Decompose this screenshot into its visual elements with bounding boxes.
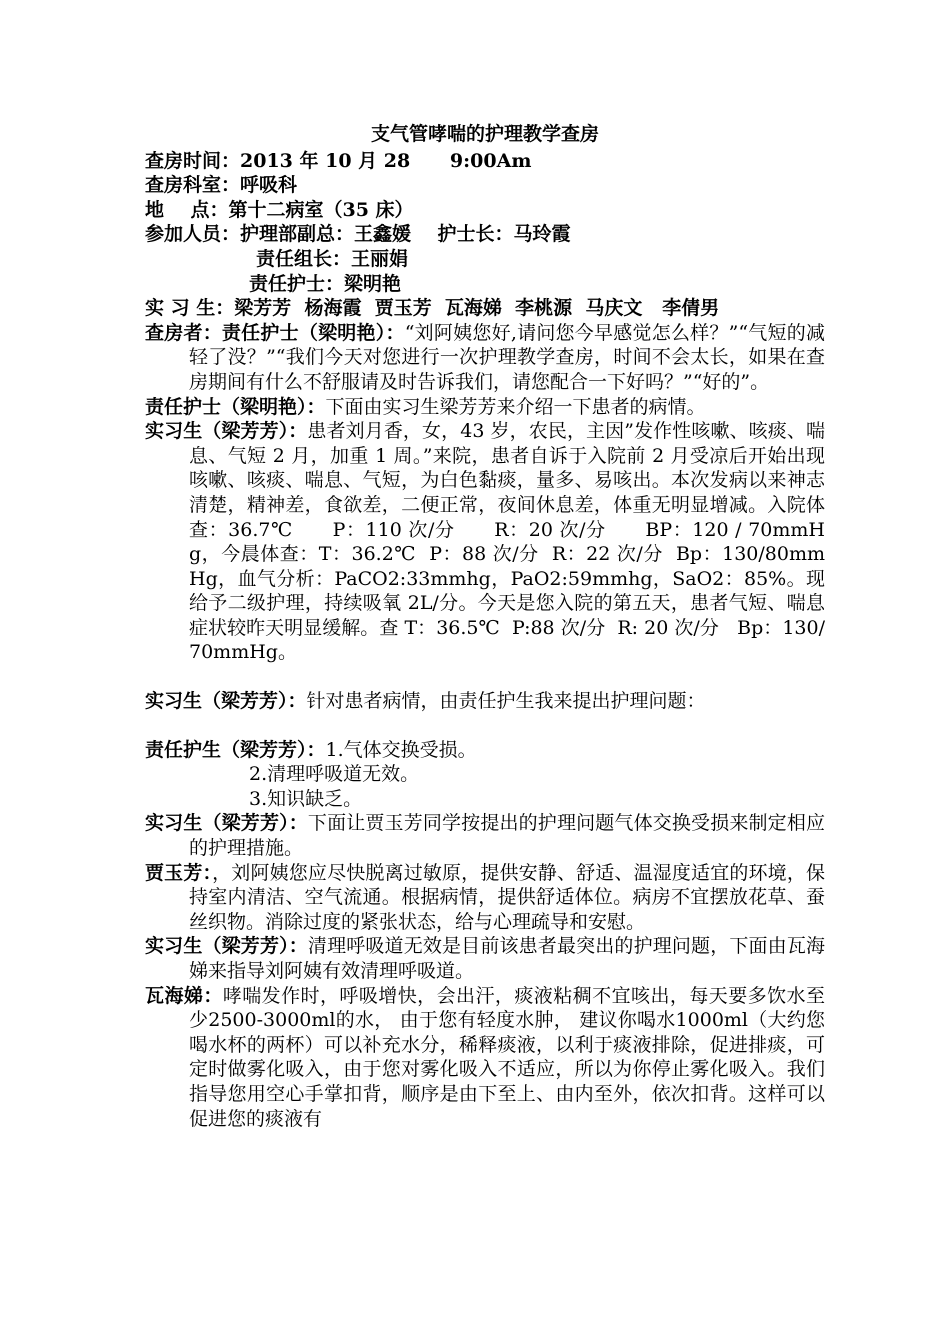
dept-value: 呼吸科 <box>240 174 298 197</box>
dialogue-entry <box>145 395 825 420</box>
dialogue-entry <box>145 738 825 763</box>
speech-text: “刘阿姨您好,请问您今早感觉怎么样？”“气短的减轻了没？”“我们今天对您进行一次护理教学查房，时间不会太长，如果在查房期间有什么不舒服请及时告诉我们，请您配合一下好吗？”“好的”。 <box>189 321 825 393</box>
place-value: 第十二病室（35 床） <box>228 198 414 221</box>
speech-text: ，刘阿姨您应尽快脱离过敏原，提供安静、舒适、温湿度适宜的环境，保持室内清洁、空气流通。根据病情，提供舒适体位。病房不宜摆放花草、蚕丝织物。消除过度的紧张状态，给与心理疏导和安慰。 <box>189 861 825 933</box>
time-label: 查房时间： <box>145 149 241 172</box>
dept-label: 查房科室： <box>145 174 241 197</box>
speaker-label: 责任护士（梁明艳）： <box>145 395 326 418</box>
place-row <box>145 198 825 223</box>
speaker-label: 实习生（梁芳芳）： <box>145 935 308 958</box>
dialogue-entry <box>145 321 825 395</box>
participants-line2-row <box>145 247 825 272</box>
speech-text: 1.气体交换受损。 <box>325 738 477 761</box>
speech-text: 下面让贾玉芳同学按提出的护理问题气体交换受损来制定相应的护理措施。 <box>189 812 825 860</box>
dept-row <box>145 173 825 198</box>
speaker-label: 实习生（梁芳芳）： <box>145 812 308 835</box>
problem-item <box>145 762 825 787</box>
dialogue-entry <box>145 861 825 935</box>
speaker-label: 瓦海娣： <box>145 984 223 1007</box>
students-row <box>145 296 825 321</box>
document-title: 支气管哮喘的护理教学查房 <box>370 123 599 145</box>
participants-line3-row <box>145 272 825 297</box>
participants-label: 参加人员： <box>145 223 241 246</box>
dialogue-entry <box>145 934 825 983</box>
participants-line2: 责任组长：王丽娟 <box>256 247 409 270</box>
problem-item <box>145 787 825 812</box>
speech-text: 患者刘月香，女，43 岁，农民，主因”发作性咳嗽、咳痰、喘息、气短 2 月，加重 1 周。”来院，患者自诉于入院前 2 月受凉后开始出现咳嗽、咳痰、喘息、气短，为白色黏痰，量多、易咳出。本次发病以来神志清楚，精神差，食欲差，二便正常，夜间休息差，体重无明显增减。入院体查：36.7℃ P：110 次/分 R：20 次/分 BP：120 / 70mmHg，今晨体查：T：36.2℃ P：88 次/分 R：22 次/分 Bp：130/80mmHg，血气分析：PaCO2:33mmhg，PaO2:59mmhg，SaO2：85%。现给予二级护理，持续吸氧 2L/分。今天是您入院的第五天，患者气短、喘息症状较昨天明显缓解。查 T：36.5℃ P:88 次/分 R: 20 次/分 Bp：130/70mmHg。 <box>189 420 825 664</box>
speech-text: 下面由实习生梁芳芳来介绍一下患者的病情。 <box>325 395 706 418</box>
speaker-label: 贾玉芳： <box>145 861 213 884</box>
problem-text: 2.清理呼吸道无效。 <box>249 763 420 786</box>
participants-row <box>145 222 825 247</box>
students-value: 梁芳芳 杨海霞 贾玉芳 瓦海娣 李桃源 马庆文 李倩男 <box>234 297 720 320</box>
dialogue-entry <box>145 419 825 665</box>
spacer <box>145 665 825 689</box>
students-label: 实 习 生： <box>145 297 235 320</box>
speaker-label: 查房者：责任护士（梁明艳）： <box>145 321 405 344</box>
dialogue-entry <box>145 811 825 860</box>
dialogue-entry <box>145 689 825 714</box>
participants-line1: 护理部副总：王鑫媛 护士长：马玲霞 <box>240 223 571 246</box>
speaker-label: 责任护生（梁芳芳）： <box>145 738 326 761</box>
place-label: 地 点： <box>145 198 229 221</box>
speaker-label: 实习生（梁芳芳）： <box>145 690 307 713</box>
time-value: 2013 年 10 月 28 9:00Am <box>240 149 532 172</box>
problem-text: 3.知识缺乏。 <box>249 787 363 810</box>
time-row <box>145 149 825 174</box>
dialogue-entry <box>145 984 825 1132</box>
participants-line3: 责任护士：梁明艳 <box>249 272 402 295</box>
spacer <box>145 714 825 738</box>
speech-text: 针对患者病情，由责任护生我来提出护理问题： <box>306 690 706 713</box>
speech-text: 哮喘发作时，呼吸增快，会出汗，痰液粘稠不宜咳出，每天要多饮水至少2500-3000ml的水， 由于您有轻度水肿， 建议你喝水1000ml（大约您喝水杯的两杯）可以补充水分，稀释痰液，以利于痰液排除，促进排痰，可定时做雾化吸入，由于您对雾化吸入不适应，所以为你停止雾化吸入。我们指导您用空心手掌扣背，顺序是由下至上、由内至外，依次扣背。这样可以促进您的痰液有 <box>189 984 825 1130</box>
speaker-label: 实习生（梁芳芳）： <box>145 420 308 443</box>
speech-text: 清理呼吸道无效是目前该患者最突出的护理问题，下面由瓦海娣来指导刘阿姨有效清理呼吸道。 <box>189 935 825 982</box>
document-page <box>145 122 825 1131</box>
